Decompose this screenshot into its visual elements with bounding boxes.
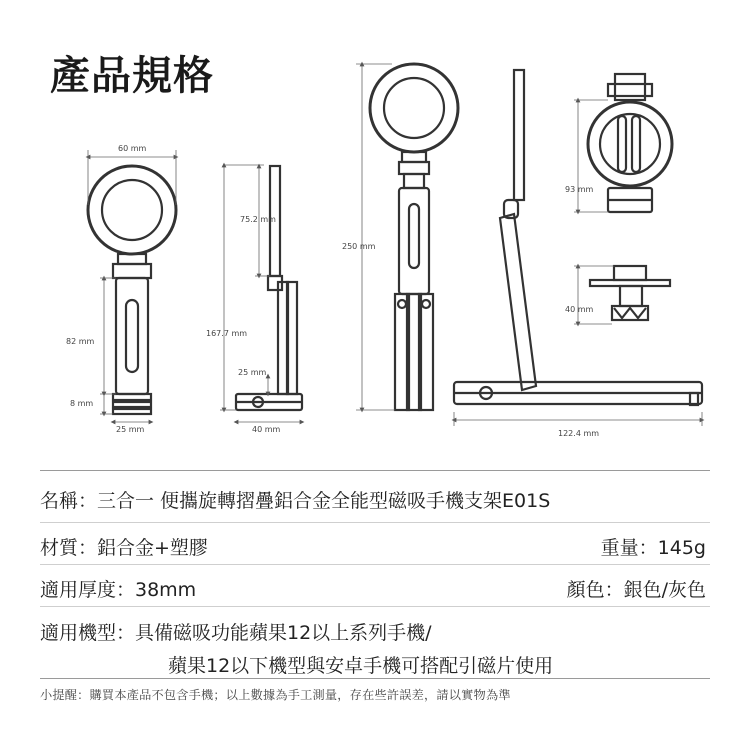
dim-max-height: 250 mm	[342, 242, 376, 251]
spec-thickness: 適用厚度：38mm	[40, 579, 197, 601]
dim-total-height-side: 167.7 mm	[206, 329, 248, 338]
dim-folded-thickness: 40 mm	[565, 305, 594, 314]
divider-top	[40, 470, 710, 471]
front-view	[88, 166, 176, 414]
divider-bottom	[40, 678, 710, 679]
page-title: 產品規格	[50, 53, 214, 99]
spec-name	[40, 486, 710, 513]
divider	[40, 606, 710, 607]
spec-color: 顏色：銀色/灰色	[566, 579, 706, 601]
spec-models-line2: 蘋果12以下機型與安卓手機可搭配引磁片使用	[168, 655, 554, 677]
extended-front-view	[370, 64, 458, 410]
spec-thickness-color	[40, 575, 710, 602]
spec-material-weight	[40, 533, 710, 560]
divider	[40, 522, 710, 523]
disclaimer-note: 小提醒：購買本產品不包含手機；以上數據為手工測量，存在些許誤差，請以實物為準	[40, 688, 511, 702]
spec-models	[40, 618, 710, 678]
spec-models-line1: 適用機型：具備磁吸功能蘋果12以上系列手機/	[40, 622, 432, 644]
dim-max-length: 122.4 mm	[558, 429, 600, 438]
dim-height-body: 82 mm	[66, 337, 95, 346]
dim-arm-length: 75.2 mm	[240, 215, 276, 224]
dim-width-top: 60 mm	[118, 144, 147, 153]
spec-material: 材質：鋁合金+塑膠	[40, 537, 208, 559]
folded-side-view	[590, 266, 670, 320]
dim-base-depth-side: 40 mm	[252, 425, 281, 434]
spec-name-text: 名稱：三合一 便攜旋轉摺疊鋁合金全能型磁吸手機支架E01S	[40, 490, 551, 512]
spec-weight: 重量：145g	[600, 537, 706, 559]
folded-front-view	[588, 74, 672, 212]
dim-folded-height: 93 mm	[565, 185, 594, 194]
dim-height-base: 8 mm	[70, 399, 94, 408]
dim-base-height-side: 25 mm	[238, 368, 267, 377]
divider	[40, 564, 710, 565]
dim-width-base: 25 mm	[116, 425, 145, 434]
